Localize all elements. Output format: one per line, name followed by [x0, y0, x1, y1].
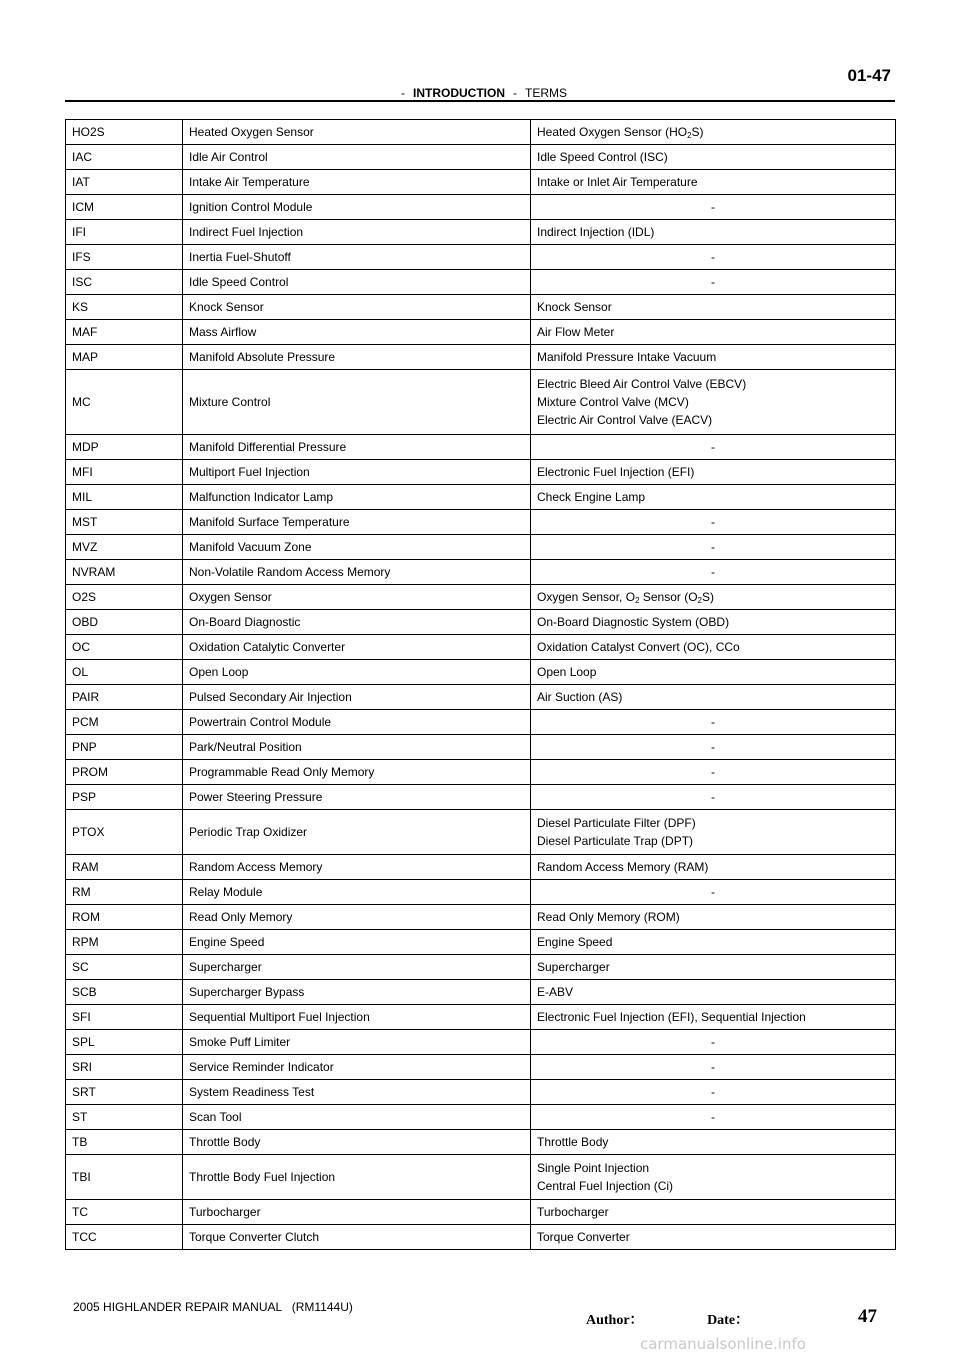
equivalent-term-cell	[531, 1225, 896, 1250]
term-cell: Idle Air Control	[183, 145, 531, 170]
equivalent-term-line: Diesel Particulate Filter (DPF)	[537, 816, 696, 830]
footer-manual-title: 2005 HIGHLANDER REPAIR MANUAL (RM1144U)	[73, 1300, 353, 1314]
table-row	[66, 510, 896, 535]
table-row	[66, 1030, 896, 1055]
abbreviation-cell: IFI	[66, 220, 183, 245]
table-row	[66, 195, 896, 220]
equivalent-term-cell	[531, 635, 896, 660]
abbreviation-cell: ICM	[66, 195, 183, 220]
table-row	[66, 1225, 896, 1250]
equivalent-term-line: Air Suction (AS)	[537, 690, 623, 704]
equivalent-term-line: -	[711, 715, 715, 729]
table-row	[66, 1155, 896, 1200]
abbreviation-cell: TC	[66, 1200, 183, 1225]
equivalent-term-line: Electronic Fuel Injection (EFI)	[537, 465, 695, 479]
table-row	[66, 220, 896, 245]
term-cell: Non-Volatile Random Access Memory	[183, 560, 531, 585]
equivalent-term-line: E-ABV	[537, 985, 574, 999]
abbreviation-cell: PCM	[66, 710, 183, 735]
table-row	[66, 270, 896, 295]
equivalent-term-cell	[531, 880, 896, 905]
term-cell: Throttle Body	[183, 1130, 531, 1155]
abbreviation-cell: MAP	[66, 345, 183, 370]
header-section: INTRODUCTION	[413, 86, 505, 100]
equivalent-term-line: Knock Sensor	[537, 300, 612, 314]
equivalent-term-cell	[531, 610, 896, 635]
term-cell: Oxidation Catalytic Converter	[183, 635, 531, 660]
equivalent-term-line: Indirect Injection (IDL)	[537, 225, 655, 239]
abbreviation-cell: SC	[66, 955, 183, 980]
equivalent-term-cell	[531, 1130, 896, 1155]
page-header	[65, 62, 895, 102]
term-cell: Oxygen Sensor	[183, 585, 531, 610]
equivalent-term-cell	[531, 660, 896, 685]
table-row	[66, 735, 896, 760]
abbreviation-cell: OL	[66, 660, 183, 685]
table-row	[66, 560, 896, 585]
abbreviation-cell: PROM	[66, 760, 183, 785]
equivalent-term-cell	[531, 1005, 896, 1030]
equivalent-term-cell	[531, 370, 896, 435]
abbreviation-cell: IAT	[66, 170, 183, 195]
equivalent-term-cell	[531, 435, 896, 460]
term-cell: Manifold Vacuum Zone	[183, 535, 531, 560]
term-cell: Turbocharger	[183, 1200, 531, 1225]
abbreviation-cell: PNP	[66, 735, 183, 760]
abbreviation-cell: TB	[66, 1130, 183, 1155]
term-cell: Service Reminder Indicator	[183, 1055, 531, 1080]
abbreviation-cell: RAM	[66, 855, 183, 880]
equivalent-term-line: Intake or Inlet Air Temperature	[537, 175, 698, 189]
terms-table-body	[66, 120, 896, 1250]
equivalent-term-cell	[531, 980, 896, 1005]
abbreviation-cell: ISC	[66, 270, 183, 295]
term-cell: Knock Sensor	[183, 295, 531, 320]
table-row	[66, 345, 896, 370]
table-row	[66, 120, 896, 145]
term-cell: Periodic Trap Oxidizer	[183, 810, 531, 855]
table-row	[66, 1105, 896, 1130]
equivalent-term-cell	[531, 1155, 896, 1200]
term-cell: Scan Tool	[183, 1105, 531, 1130]
equivalent-term-line: Air Flow Meter	[537, 325, 615, 339]
equivalent-term-line: On-Board Diagnostic System (OBD)	[537, 615, 730, 629]
table-row	[66, 370, 896, 435]
table-row	[66, 1005, 896, 1030]
term-cell: Sequential Multiport Fuel Injection	[183, 1005, 531, 1030]
term-cell: Read Only Memory	[183, 905, 531, 930]
table-row	[66, 685, 896, 710]
equivalent-term-cell	[531, 170, 896, 195]
equivalent-term-line: -	[711, 1085, 715, 1099]
table-row	[66, 930, 896, 955]
abbreviation-cell: SPL	[66, 1030, 183, 1055]
equivalent-term-cell	[531, 1080, 896, 1105]
equivalent-term-cell	[531, 810, 896, 855]
table-row	[66, 295, 896, 320]
table-row	[66, 980, 896, 1005]
equivalent-term-line: -	[711, 1110, 715, 1124]
term-cell: Relay Module	[183, 880, 531, 905]
equivalent-term-cell	[531, 460, 896, 485]
term-cell: Manifold Surface Temperature	[183, 510, 531, 535]
table-row	[66, 760, 896, 785]
equivalent-term-cell	[531, 1200, 896, 1225]
equivalent-term-cell	[531, 585, 896, 610]
equivalent-term-line: Manifold Pressure Intake Vacuum	[537, 350, 717, 364]
equivalent-term-cell	[531, 1105, 896, 1130]
footer-page-number: 47	[858, 1306, 877, 1327]
table-row	[66, 1055, 896, 1080]
equivalent-term-line: Oxygen Sensor, $O_2$ Sensor $(O_2S)$	[537, 590, 714, 605]
table-row	[66, 810, 896, 855]
abbreviation-cell: SRT	[66, 1080, 183, 1105]
equivalent-term-line: -	[711, 740, 715, 754]
equivalent-term-cell	[531, 510, 896, 535]
term-cell: Supercharger	[183, 955, 531, 980]
equivalent-term-line: Diesel Particulate Trap (DPT)	[537, 834, 694, 848]
table-row	[66, 435, 896, 460]
term-cell: Malfunction Indicator Lamp	[183, 485, 531, 510]
term-cell: Manifold Differential Pressure	[183, 435, 531, 460]
term-cell: Indirect Fuel Injection	[183, 220, 531, 245]
equivalent-term-line: Single Point Injection	[537, 1161, 650, 1175]
header-separator-2: -	[513, 86, 517, 100]
equivalent-term-line: -	[711, 200, 715, 214]
terms-table	[65, 119, 896, 1250]
equivalent-term-cell	[531, 145, 896, 170]
term-cell: Mixture Control	[183, 370, 531, 435]
equivalent-term-line: Supercharger	[537, 960, 610, 974]
table-row	[66, 905, 896, 930]
equivalent-term-line: Mixture Control Valve (MCV)	[537, 395, 689, 409]
watermark: carmanualsonline.info	[640, 1335, 806, 1353]
abbreviation-cell: MST	[66, 510, 183, 535]
equivalent-term-cell	[531, 955, 896, 980]
equivalent-term-cell	[531, 195, 896, 220]
table-row	[66, 710, 896, 735]
abbreviation-cell: OC	[66, 635, 183, 660]
equivalent-term-line: -	[711, 1060, 715, 1074]
abbreviation-cell: RPM	[66, 930, 183, 955]
table-row	[66, 1080, 896, 1105]
abbreviation-cell: SFI	[66, 1005, 183, 1030]
header-title	[65, 86, 895, 100]
abbreviation-cell: PAIR	[66, 685, 183, 710]
term-cell: Mass Airflow	[183, 320, 531, 345]
equivalent-term-line: Heated Oxygen Sensor $(HO_2S)$	[537, 125, 704, 140]
equivalent-term-cell	[531, 535, 896, 560]
abbreviation-cell: HO2S	[66, 120, 183, 145]
abbreviation-cell: O2S	[66, 585, 183, 610]
equivalent-term-line: Open Loop	[537, 665, 597, 679]
abbreviation-cell: ROM	[66, 905, 183, 930]
term-cell: Engine Speed	[183, 930, 531, 955]
equivalent-term-line: -	[711, 790, 715, 804]
equivalent-term-line: Central Fuel Injection (Ci)	[537, 1179, 674, 1193]
equivalent-term-line: -	[711, 275, 715, 289]
equivalent-term-line: -	[711, 515, 715, 529]
term-cell: Ignition Control Module	[183, 195, 531, 220]
abbreviation-cell: RM	[66, 880, 183, 905]
abbreviation-cell: MIL	[66, 485, 183, 510]
equivalent-term-cell	[531, 120, 896, 145]
equivalent-term-line: Turbocharger	[537, 1205, 609, 1219]
abbreviation-cell: IFS	[66, 245, 183, 270]
table-row	[66, 635, 896, 660]
equivalent-term-line: Engine Speed	[537, 935, 613, 949]
term-cell: Pulsed Secondary Air Injection	[183, 685, 531, 710]
equivalent-term-cell	[531, 485, 896, 510]
term-cell: Manifold Absolute Pressure	[183, 345, 531, 370]
abbreviation-cell: MC	[66, 370, 183, 435]
equivalent-term-cell	[531, 220, 896, 245]
equivalent-term-cell	[531, 710, 896, 735]
table-row	[66, 660, 896, 685]
table-row	[66, 1200, 896, 1225]
equivalent-term-line: -	[711, 765, 715, 779]
equivalent-term-line: -	[711, 540, 715, 554]
term-cell: System Readiness Test	[183, 1080, 531, 1105]
equivalent-term-line: Oxidation Catalyst Convert (OC), CCo	[537, 640, 740, 654]
table-row	[66, 170, 896, 195]
equivalent-term-cell	[531, 270, 896, 295]
term-cell: Inertia Fuel-Shutoff	[183, 245, 531, 270]
table-row	[66, 320, 896, 345]
equivalent-term-cell	[531, 855, 896, 880]
equivalent-term-cell	[531, 345, 896, 370]
equivalent-term-line: Idle Speed Control (ISC)	[537, 150, 668, 164]
table-row	[66, 245, 896, 270]
equivalent-term-cell	[531, 735, 896, 760]
equivalent-term-line: Electric Air Control Valve (EACV)	[537, 413, 713, 427]
equivalent-term-line: -	[711, 565, 715, 579]
equivalent-term-cell	[531, 905, 896, 930]
term-cell: Heated Oxygen Sensor	[183, 120, 531, 145]
abbreviation-cell: PTOX	[66, 810, 183, 855]
author-label: Author：	[586, 1313, 644, 1328]
term-cell: Intake Air Temperature	[183, 170, 531, 195]
table-row	[66, 460, 896, 485]
abbreviation-cell: SCB	[66, 980, 183, 1005]
term-cell: Multiport Fuel Injection	[183, 460, 531, 485]
equivalent-term-cell	[531, 930, 896, 955]
abbreviation-cell: MFI	[66, 460, 183, 485]
table-row	[66, 610, 896, 635]
term-cell: Power Steering Pressure	[183, 785, 531, 810]
equivalent-term-line: Random Access Memory (RAM)	[537, 860, 709, 874]
equivalent-term-line: -	[711, 440, 715, 454]
equivalent-term-cell	[531, 1030, 896, 1055]
abbreviation-cell: NVRAM	[66, 560, 183, 585]
equivalent-term-line: -	[711, 1035, 715, 1049]
table-row	[66, 145, 896, 170]
abbreviation-cell: MAF	[66, 320, 183, 345]
abbreviation-cell: MVZ	[66, 535, 183, 560]
header-rule	[65, 100, 895, 102]
date-label: Date：	[707, 1313, 750, 1328]
table-row	[66, 585, 896, 610]
equivalent-term-cell	[531, 785, 896, 810]
abbreviation-cell: TCC	[66, 1225, 183, 1250]
equivalent-term-cell	[531, 320, 896, 345]
abbreviation-cell: IAC	[66, 145, 183, 170]
equivalent-term-cell	[531, 560, 896, 585]
equivalent-term-line: -	[711, 250, 715, 264]
abbreviation-cell: OBD	[66, 610, 183, 635]
header-page-code: 01-47	[847, 66, 891, 85]
abbreviation-cell: KS	[66, 295, 183, 320]
table-row	[66, 535, 896, 560]
equivalent-term-line: -	[711, 885, 715, 899]
abbreviation-cell: TBI	[66, 1155, 183, 1200]
header-separator: -	[401, 86, 405, 100]
term-cell: Powertrain Control Module	[183, 710, 531, 735]
table-row	[66, 955, 896, 980]
footer-signature	[586, 1309, 749, 1329]
equivalent-term-cell	[531, 760, 896, 785]
abbreviation-cell: SRI	[66, 1055, 183, 1080]
table-row	[66, 855, 896, 880]
term-cell: Throttle Body Fuel Injection	[183, 1155, 531, 1200]
term-cell: Torque Converter Clutch	[183, 1225, 531, 1250]
term-cell: Open Loop	[183, 660, 531, 685]
term-cell: Park/Neutral Position	[183, 735, 531, 760]
abbreviation-cell: MDP	[66, 435, 183, 460]
table-row	[66, 485, 896, 510]
equivalent-term-line: Torque Converter	[537, 1230, 630, 1244]
equivalent-term-cell	[531, 685, 896, 710]
equivalent-term-line: Check Engine Lamp	[537, 490, 646, 504]
equivalent-term-line: Electric Bleed Air Control Valve (EBCV)	[537, 377, 747, 391]
equivalent-term-line: Read Only Memory (ROM)	[537, 910, 680, 924]
term-cell: Supercharger Bypass	[183, 980, 531, 1005]
table-row	[66, 880, 896, 905]
equivalent-term-cell	[531, 295, 896, 320]
header-subsection: TERMS	[525, 86, 567, 100]
abbreviation-cell: PSP	[66, 785, 183, 810]
table-row	[66, 1130, 896, 1155]
term-cell: Random Access Memory	[183, 855, 531, 880]
term-cell: Smoke Puff Limiter	[183, 1030, 531, 1055]
equivalent-term-cell	[531, 1055, 896, 1080]
equivalent-term-cell	[531, 245, 896, 270]
equivalent-term-line: Throttle Body	[537, 1135, 609, 1149]
equivalent-term-line: Electronic Fuel Injection (EFI), Sequential Injection	[537, 1010, 806, 1024]
abbreviation-cell: ST	[66, 1105, 183, 1130]
term-cell: Idle Speed Control	[183, 270, 531, 295]
table-row	[66, 785, 896, 810]
term-cell: Programmable Read Only Memory	[183, 760, 531, 785]
term-cell: On-Board Diagnostic	[183, 610, 531, 635]
